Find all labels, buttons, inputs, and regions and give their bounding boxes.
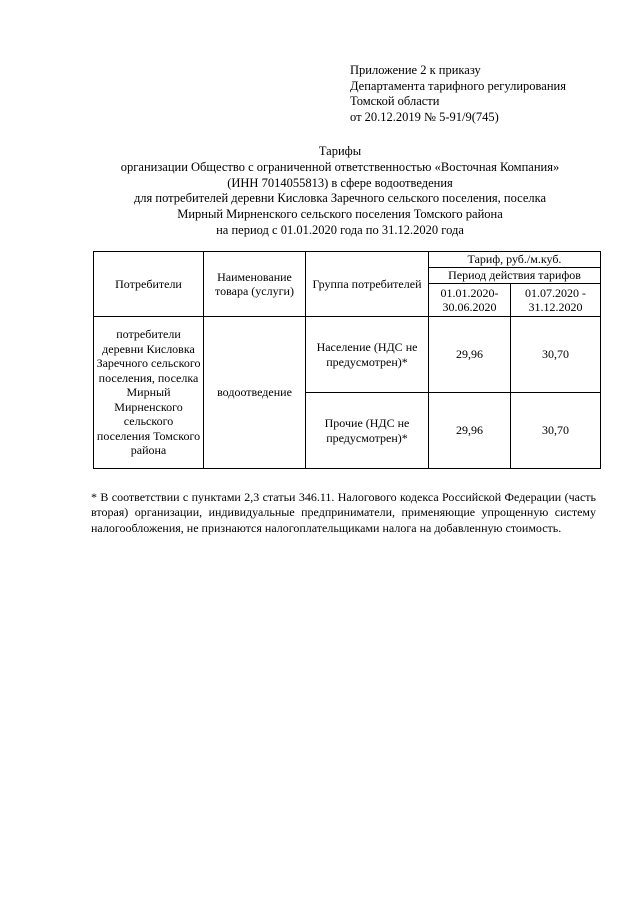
header-tariff: Тариф, руб./м.куб. [429, 252, 601, 268]
appendix-line: Приложение 2 к приказу [350, 63, 481, 77]
appendix-reference [350, 63, 566, 125]
title-line: организации Общество с ограниченной ответственностью «Восточная Компания» [120, 159, 560, 174]
header-group: Группа потребителей [306, 252, 429, 317]
tariff-cell: 29,96 [429, 393, 511, 469]
header-period-first-half: 01.01.2020-30.06.2020 [429, 284, 511, 317]
appendix-line: Томской области [350, 94, 440, 108]
title-heading: Тарифы [318, 144, 362, 158]
header-period-second-half: 01.07.2020 - 31.12.2020 [511, 284, 601, 317]
tariff-cell: 30,70 [511, 317, 601, 393]
group-cell: Прочие (НДС не предусмотрен)* [306, 393, 429, 469]
consumers-cell: потребители деревни Кисловка Заречного сельского поселения, поселка Мирный Мирненского сельского поселения Томского района [94, 317, 204, 469]
table-row [94, 317, 601, 393]
tariff-cell: 30,70 [511, 393, 601, 469]
footnote: * В соответствии с пунктами 2,3 статьи 346.11. Налогового кодекса Российской Федерации (часть вторая) организации, индивидуальные предприниматели, применяющие упрощенную систему налогообложения, не признаются налогоплательщиками налога на добавленную стоимость. [91, 490, 596, 535]
title-line: на период с 01.01.2020 года по 31.12.2020 года [216, 222, 464, 237]
service-cell: водоотведение [204, 317, 306, 469]
header-service: Наименование товара (услуги) [204, 252, 306, 317]
appendix-line: от 20.12.2019 № 5-91/9(745) [350, 109, 499, 124]
tariff-cell: 29,96 [429, 317, 511, 393]
header-period: Период действия тарифов [429, 268, 601, 284]
group-cell: Население (НДС не предусмотрен)* [306, 317, 429, 393]
document-title [60, 144, 620, 239]
title-line: Мирный Мирненского сельского поселения Томского района [177, 207, 503, 222]
tariff-table [93, 251, 601, 469]
title-line: для потребителей деревни Кисловка Заречного сельского поселения, поселка [133, 191, 547, 206]
title-line: (ИНН 7014055813) в сфере водоотведения [227, 175, 453, 190]
appendix-line: Департамента тарифного регулирования [350, 78, 566, 93]
header-consumers: Потребители [94, 252, 204, 317]
